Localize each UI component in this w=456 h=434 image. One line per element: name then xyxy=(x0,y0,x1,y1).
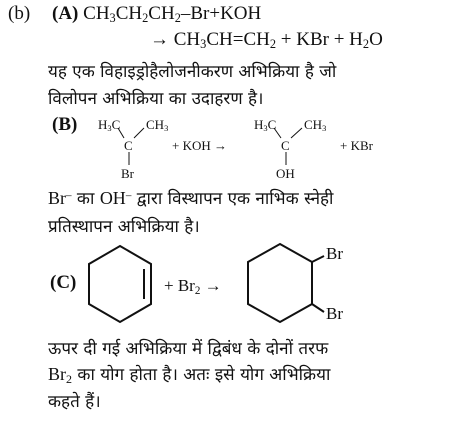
formula-part: CH xyxy=(83,3,110,24)
formula-part: Br xyxy=(48,364,66,384)
formula-sub: 3 xyxy=(164,123,169,134)
formula-part: + KBr + H xyxy=(276,29,363,50)
b-explanation-line2: प्रतिस्थापन अभिक्रिया है। xyxy=(48,217,200,237)
label-c: (C) xyxy=(50,272,77,293)
b-right-ch3 xyxy=(304,117,326,133)
c-explanation-line3: कहते हैं। xyxy=(48,392,101,412)
formula-part: CH xyxy=(304,117,323,132)
formula-part: CH xyxy=(148,3,175,24)
formula-sub: 3 xyxy=(107,123,112,134)
a-explanation-line1: यह एक विहाइड्रोहैलोजनीकरण अभिक्रिया है जो xyxy=(48,62,337,82)
formula-sub: 3 xyxy=(200,37,207,52)
arrow-icon: → xyxy=(204,276,222,295)
formula-part: CH xyxy=(146,117,165,132)
b-left-br: Br xyxy=(121,166,134,181)
label-a: (A) xyxy=(52,3,79,24)
formula-part: O xyxy=(369,29,383,50)
formula-part: C xyxy=(111,117,121,132)
b-left-h3c xyxy=(98,117,120,133)
formula-part: CH xyxy=(115,3,143,24)
b-reagent: + KOH → xyxy=(172,138,227,153)
formula-part: + Br xyxy=(164,276,195,295)
formula-sub: 3 xyxy=(322,123,327,134)
part-b-marker: (b) xyxy=(8,3,31,24)
formula-sub: 3 xyxy=(263,123,268,134)
formula-sub: 2 xyxy=(174,11,181,26)
formula-sub: 2 xyxy=(142,11,149,26)
b-byproduct: + KBr xyxy=(340,138,373,153)
c-br-top: Br xyxy=(326,244,343,263)
b-explanation-line1 xyxy=(48,186,333,209)
c-explanation-line1: ऊपर दी गई अभिक्रिया में द्विबंध के दोनों तरफ xyxy=(48,339,329,359)
text-part: द्वारा विस्थापन एक नाभिक स्नेही xyxy=(131,189,334,209)
formula-part: C xyxy=(267,117,277,132)
formula-part: CH=CH xyxy=(206,29,270,50)
formula-part: H xyxy=(98,117,108,132)
label-b: (B) xyxy=(52,114,78,135)
a-explanation-line2: विलोपन अभिक्रिया का उदाहरण है। xyxy=(48,89,264,109)
b-right-h3c xyxy=(254,117,276,133)
b-right-oh: OH xyxy=(276,166,295,181)
formula-sup: – xyxy=(125,189,132,202)
b-left-ch3 xyxy=(146,117,168,133)
c-explanation-line2 xyxy=(48,362,330,385)
formula-part: Br xyxy=(48,188,66,208)
text-part: का xyxy=(71,189,100,209)
c-br-bottom: Br xyxy=(326,304,343,323)
formula-sup: – xyxy=(66,189,72,202)
formula-part: –Br+KOH xyxy=(180,3,262,24)
b-right-center-c: C xyxy=(281,138,290,153)
b-left-center-c: C xyxy=(124,138,133,153)
formula-sub: 2 xyxy=(66,372,72,386)
c-reagent xyxy=(164,276,222,296)
formula-sub: 2 xyxy=(194,284,201,297)
formula-part: H xyxy=(254,117,264,132)
formula-part: CH xyxy=(173,29,201,50)
text-part: का योग होता है। अतः इसे योग अभिक्रिया xyxy=(72,365,331,385)
formula-sub: 2 xyxy=(269,37,277,52)
formula-part: OH xyxy=(99,188,126,208)
arrow-icon: → xyxy=(150,29,169,50)
formula-sub: 2 xyxy=(362,37,370,52)
formula-sub: 3 xyxy=(109,11,116,26)
